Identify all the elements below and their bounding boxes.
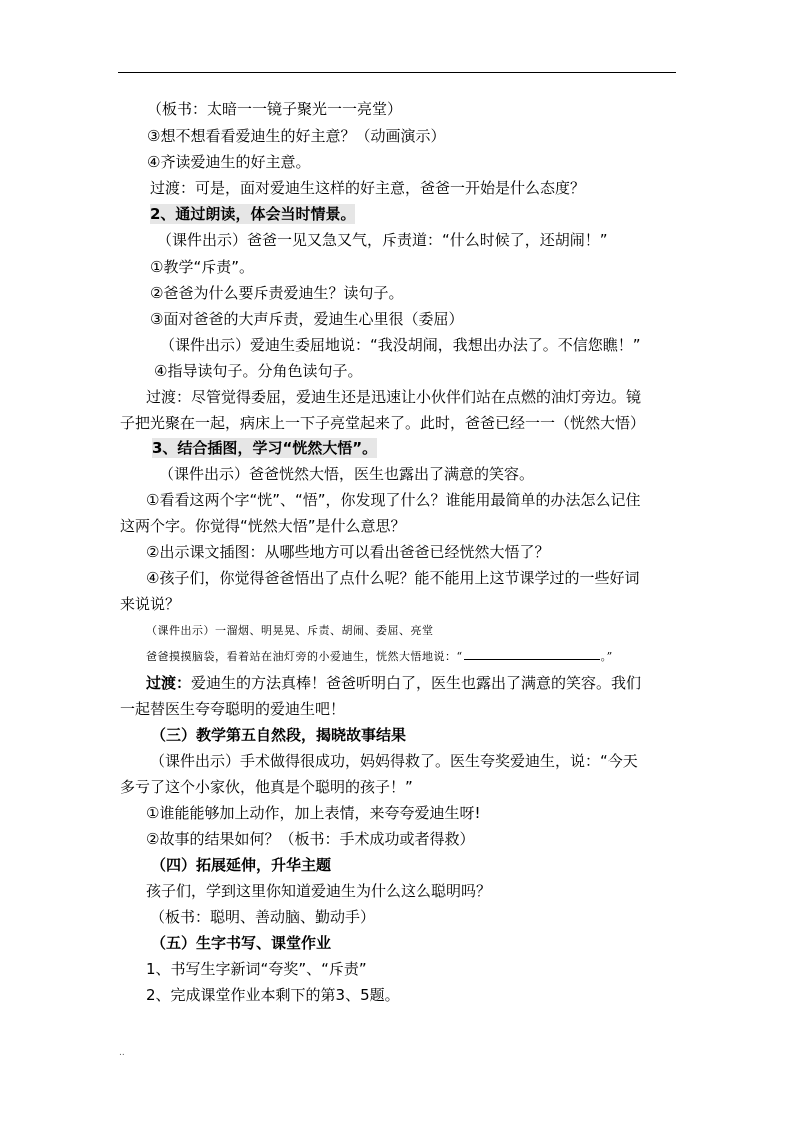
word-bank-line: （课件出示）一溜烟、明晃晃、斥责、胡闹、委屈、亮堂 <box>146 624 434 637</box>
text-line: （板书：聪明、善动脑、勤动手） <box>150 908 376 926</box>
text-line: ④指导读句子。分角色读句子。 <box>154 362 363 380</box>
section-heading: （五）生字书写、课堂作业 <box>151 934 332 952</box>
text-line: ④孩子们，你觉得爸爸悟出了点什么呢？能不能用上这节课学过的一些好词 <box>146 569 640 587</box>
transition-label: 过渡： <box>146 674 192 692</box>
answer-blank[interactable] <box>464 647 600 660</box>
text-line: 子把光聚在一起，病床上一下子亮堂起来了。此时，爸爸已经一一（恍然大悟） <box>120 414 646 432</box>
section-heading: 2、通过朗读，体会当时情景。 <box>150 205 356 223</box>
footer-mark: .. <box>119 1048 125 1058</box>
text-line: 多亏了这个小家伙，他真是个聪明的孩子！” <box>120 778 413 796</box>
text-line: 这两个字。你觉得“恍然大悟”是什么意思？ <box>120 517 406 535</box>
text-line: 一起替医生夸夸聪明的爱迪生吧！ <box>120 700 346 718</box>
text-line: （课件出示）爸爸恍然大悟，医生也露出了满意的笑容。 <box>159 465 535 483</box>
text-line: ③想不想看看爱迪生的好主意？（动画演示） <box>147 127 446 145</box>
transition-text: 爱迪生的方法真棒！爸爸听明白了，医生也露出了满意的笑容。我们 <box>191 674 642 692</box>
section-heading: （四）拓展延伸，升华主题 <box>151 856 332 874</box>
section-heading: 3、结合插图，学习“恍然大悟”。 <box>152 439 378 457</box>
text-line: ①教学“斥责”。 <box>150 258 254 276</box>
text-line: ①谁能能够加上动作，加上表情，来夸夸爱迪生呀! <box>146 804 481 822</box>
text-line: 1、书写生字新词“夸奖”、“斥责” <box>146 960 367 978</box>
text-line: 孩子们，学到这里你知道爱迪生为什么这么聪明吗？ <box>146 882 492 900</box>
text-line: 过渡：尽管觉得委屈，爱迪生还是迅速让小伙伴们站在点燃的油灯旁边。镜 <box>146 388 642 406</box>
fill-in-prompt: 爸爸摸摸脑袋，看着站在油灯旁的小爱迪生，恍然大悟地说：“ <box>146 650 463 663</box>
fill-in-close: 。” <box>600 650 613 663</box>
text-line: （课件出示）手术做得很成功，妈妈得救了。医生夸奖爱迪生，说：“今天 <box>150 752 638 770</box>
text-line: ②爸爸为什么要斥责爱迪生？读句子。 <box>150 284 404 302</box>
text-line: （课件出示）爱迪生委屈地说：“我没胡闹，我想出办法了。不信您瞧！” <box>160 336 641 354</box>
text-line: 2、完成课堂作业本剩下的第3、5题。 <box>146 986 400 1004</box>
text-line: 过渡：可是，面对爱迪生这样的好主意，爸爸一开始是什么态度？ <box>150 179 586 197</box>
text-line: 来说说？ <box>120 595 181 613</box>
text-line: ②故事的结果如何？（板书：手术成功或者得救） <box>146 830 475 848</box>
text-line: ③面对爸爸的大声斥责，爱迪生心里很（委屈） <box>150 310 464 328</box>
text-line: ②出示课文插图：从哪些地方可以看出爸爸已经恍然大悟了？ <box>146 543 550 561</box>
header-rule <box>118 72 676 73</box>
section-heading: （三）教学第五自然段，揭晓故事结果 <box>151 726 407 744</box>
text-line: （课件出示）爸爸一见又急又气，斥责道：“什么时候了，还胡闹！” <box>157 231 608 249</box>
text-line: （板书：太暗一一镜子聚光一一亮堂） <box>147 100 403 118</box>
text-line: ①看看这两个字“恍”、“悟”，你发现了什么？谁能用最简单的办法怎么记住 <box>146 491 641 509</box>
fill-in-sentence <box>146 647 613 667</box>
text-line: ④齐读爱迪生的好主意。 <box>147 153 311 171</box>
transition-line <box>146 673 641 693</box>
